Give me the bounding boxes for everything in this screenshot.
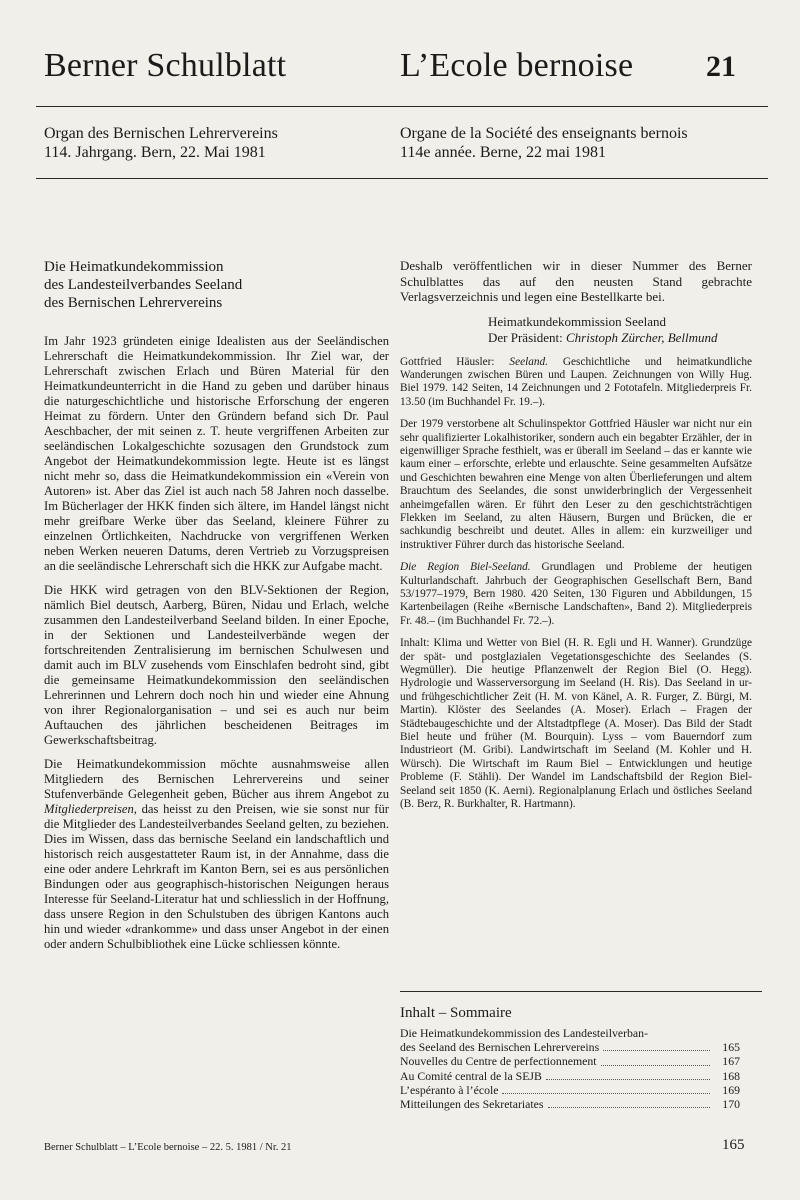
toc-leader-dots	[603, 1050, 710, 1051]
emphasis-text: Mitgliederpreisen	[44, 802, 134, 816]
article-heading-line: des Bernischen Lehrervereins	[44, 295, 223, 311]
book-contents: Inhalt: Klima und Wetter von Biel (H. R. Egli und H. Wanner). Grundzüge der spät- und postglazialen Vegetationsgeschichte des Seelandes (S. Wegmüller). Die heutige Pflanzenwelt der Region Biel (O. Hegg). Hydrologie und Wasserversorgung im Seeland (H. Ris). Das Seeland in ur- und frühgeschichtlicher Zeit (H. M. von Känel, A. R. Furger, Z. Bürgi, M. Martin). Klöster des Seelandes (A. Moser). Erlach – Fragen der Städtebaugeschichte und der Altstadtpflege (A. Moser). Das Bild der Stadt Biel heute und früher (M. Bourquin). Lyss – vom Bauerndorf zum Industrieort (M. Gribi). Landwirtschaft im Seeland (M. Kohler und H. Würsch). Die Wirtschaft im Raum Biel – Entwicklungen und heutige Probleme (F. Stähli). Der Wandel im Landschaftsbild der Region Biel-Seeland seit 1850 (K. Aerni). Regionalplanung Erlach und östliches Seeland (B. Berz, R. Burkhalter, R. Hartmann).	[400, 637, 752, 811]
toc-page: 165	[722, 1040, 740, 1055]
toc-item-line: Die Heimatkundekommission des Landesteilverban-	[400, 1026, 648, 1040]
article-paragraph: Deshalb veröffentlichen wir in dieser Nummer des Berner Schulblattes das auf den neusten Stand gebrachte Verlagsverzeichnis und legen eine Bestellkarte bei.	[400, 258, 752, 304]
masthead-title-fr: L’Ecole bernoise	[400, 47, 634, 84]
toc-title: Inhalt – Sommaire	[400, 1005, 512, 1021]
toc-label: Au Comité central de la SEJB	[400, 1068, 542, 1083]
toc-row	[400, 1097, 740, 1111]
toc-page: 168	[722, 1068, 740, 1083]
toc-leader-dots	[601, 1065, 710, 1066]
book-description: Geschichtliche und heimatkundliche Wanderungen zwischen Büren und Laupen. Zeichnungen von Willy Hug. Biel 1979. 142 Seiten, 14 Zeichnungen und 2 Fototafeln. Mitgliederpreis Fr. 13.50 (im Buchhandel Fr. 19.–).	[400, 355, 752, 408]
toc-page: 167	[722, 1054, 740, 1069]
issue-number: 21	[706, 50, 736, 83]
book-review: Der 1979 verstorbene alt Schulinspektor Gottfried Häusler war nicht nur ein sehr qualifizierter Lokalhistoriker, sondern auch ein begabter Erzähler, der in eigenwilliger Sprache festhielt, was er überall im Seeland – das er kannte wie kaum einer – erforschte, erlebte und erlauschte. Seine gesammelten Aufsätze und Geschichten bewahren eine Menge von alten Überlieferungen und altem Brauchtum des Seelandes, die sonst unwiderbringlich der Vergessenheit anheimgefallen wären. Er führt den Leser zu den geschichtsträchtigen Flekken im Seeland, zu alten Häusern, Burgen und Brücken, die er sachkundig beschreibt und deutet. Alles in allem: ein kurzweiliger und instruktiver Führer durch das historische Seeland.	[400, 418, 752, 551]
article-paragraph	[44, 757, 389, 952]
signature	[400, 314, 752, 346]
article-paragraph: Die HKK wird getragen von den BLV-Sektionen der Region, nämlich Biel deutsch, Aarberg, Büren, Nidau und Erlach, welche zusammen den Landesteilverband Seeland bilden. In einer Epoche, in der Sektionen und Landesteilverbände wegen der fortschreitenden Zentralisierung im bernischen Schulwesen und damit auch im BLV zusehends vom Einschlafen bedroht sind, gibt die gemeinsame Heimatkundekommission den seeländischen Lehrerinnen und Lehrern doch noch hin und wieder eine Ahnung von ihrer Regionalorganisation – und sei es auch nur beim Auftauchen des jährlichen bescheidenen Beitrages im Gewerkschaftsbeitrag.	[44, 583, 389, 747]
toc-row	[400, 1069, 740, 1083]
article-column-right	[400, 258, 752, 821]
toc-label: Nouvelles du Centre de perfectionnement	[400, 1054, 597, 1069]
signature-prefix: Der Präsident:	[488, 329, 566, 345]
book-description: Grundlagen und Probleme der heutigen Kulturlandschaft. Jahrbuch der Geographischen Gesellschaft Bern, Band 53/1977–1979, Bern 1980. 420 Seiten, 130 Figuren und Abbildungen, 15 Kartenbeilagen (Reihe «Bernische Landschaften», Band 2). Mitgliederpreis Fr. 48.– (im Buchhandel Fr. 72.–).	[400, 561, 753, 627]
toc-item	[400, 1026, 740, 1054]
book-entry	[400, 356, 752, 410]
masthead-title-de: Berner Schulblatt	[44, 47, 287, 84]
article-column-left	[44, 258, 389, 961]
organ-de-line2: 114. Jahrgang. Bern, 22. Mai 1981	[44, 144, 266, 161]
article-paragraph: Im Jahr 1923 gründeten einige Idealisten aus der Seeländischen Lehrerschaft die Heimatkundekommission. Ihr Ziel war, der Lehrerschaft zwischen Erlach und Büren Material für den Heimatkundeunterricht in die Hand zu geben und darüber hinaus die naturgeschichtliche und historische Erforschung der engeren Heimat zu fördern. Unter den Gründern befand sich Dr. Paul Aeschbacher, der mit seinen z. T. heute vergriffenen Arbeiten zur seeländischen Lokalgeschichte sozusagen den Grundstock zum Angebot der Heimatkundekommission legte. Heute ist es längst nicht mehr so, dass die Heimatkundekommission ein «Verein von Autoren» ist. Aber das Ziel ist auch nach 58 Jahren noch dasselbe. Im Bücherlager der HKK finden sich ältere, im Handel längst nicht mehr greifbare Werke über das Seeland, kleinere Führer zu einzelnen Örtlichkeiten, Nachdrucke von vergriffenen Werken neben Werken neueren Datums, deren Vertrieb zu Vorzugspreisen an die seeländische Lehrerschaft sich die HKK zur Aufgabe macht.	[44, 334, 389, 573]
toc-leader-dots	[502, 1093, 710, 1094]
toc-label: L’espéranto à l’école	[400, 1082, 499, 1097]
book-author: Gottfried Häusler:	[400, 355, 510, 368]
organ-fr-line2: 114e année. Berne, 22 mai 1981	[400, 144, 607, 161]
toc-page: 170	[722, 1097, 740, 1112]
signature-name: Christoph Zürcher, Bellmund	[565, 329, 718, 345]
page-number: 165	[722, 1137, 745, 1153]
toc-leader-dots	[548, 1107, 711, 1108]
page-footer: Berner Schulblatt – L’Ecole bernoise – 22. 5. 1981 / Nr. 21	[44, 1142, 292, 1153]
organ-rule	[36, 178, 768, 179]
article-heading	[44, 258, 389, 312]
book-entry	[400, 561, 752, 628]
organ-de-line1: Organ des Bernischen Lehrervereins	[44, 125, 278, 142]
toc-page: 169	[722, 1082, 740, 1097]
signature-president	[400, 330, 752, 346]
toc-label: Mitteilungen des Sekretariates	[400, 1097, 544, 1112]
toc-row	[400, 1083, 740, 1097]
organ-fr	[400, 124, 688, 162]
book-title: Die Region Biel-Seeland.	[400, 561, 531, 574]
article-text: , das heisst zu den Preisen, wie sie sonst nur für die Mitglieder des Landesteilverbandes Seeland gelten, zu beziehen. Dies im Wissen, dass das bernische Seeland ein landschaftlich und historisch reich ausgestatteter Raum ist, in der Annahme, dass die eine oder andere Lehrkraft im Kanton Bern, sei es aus persönlichen Bindungen oder aus geographisch-historischen Neigungen heraus Interesse für Seeland-Literatur hat und schliesslich in der Hoffnung, dass unsere Region in den Schulstuben des übrigen Kantons auch hin und wieder «drankomme» und dass unser Angebot in der einen oder andern Schulbibliothek eine Lücke schliessen könnte.	[44, 802, 389, 951]
organ-de	[44, 124, 278, 162]
toc-leader-dots	[546, 1079, 710, 1080]
book-title: Seeland.	[509, 355, 549, 368]
article-heading-line: Die Heimatkundekommission	[44, 259, 224, 275]
toc-row	[400, 1040, 740, 1054]
toc-row	[400, 1054, 740, 1068]
table-of-contents	[400, 1026, 740, 1111]
masthead-rule	[36, 106, 768, 107]
toc-rule	[400, 991, 762, 992]
toc-item-line: des Seeland des Bernischen Lehrervereins	[400, 1040, 600, 1055]
organ-fr-line1: Organe de la Société des enseignants bernois	[400, 125, 688, 142]
article-text: Die Heimatkundekommission möchte ausnahmsweise allen Mitgliedern des Bernischen Lehrervereins und seiner Stufenverbände Gelegenheit geben, Bücher aus ihrem Angebot zu	[44, 757, 389, 801]
signature-organization: Heimatkundekommission Seeland	[488, 313, 667, 329]
article-heading-line: des Landesteilverbandes Seeland	[44, 277, 243, 293]
